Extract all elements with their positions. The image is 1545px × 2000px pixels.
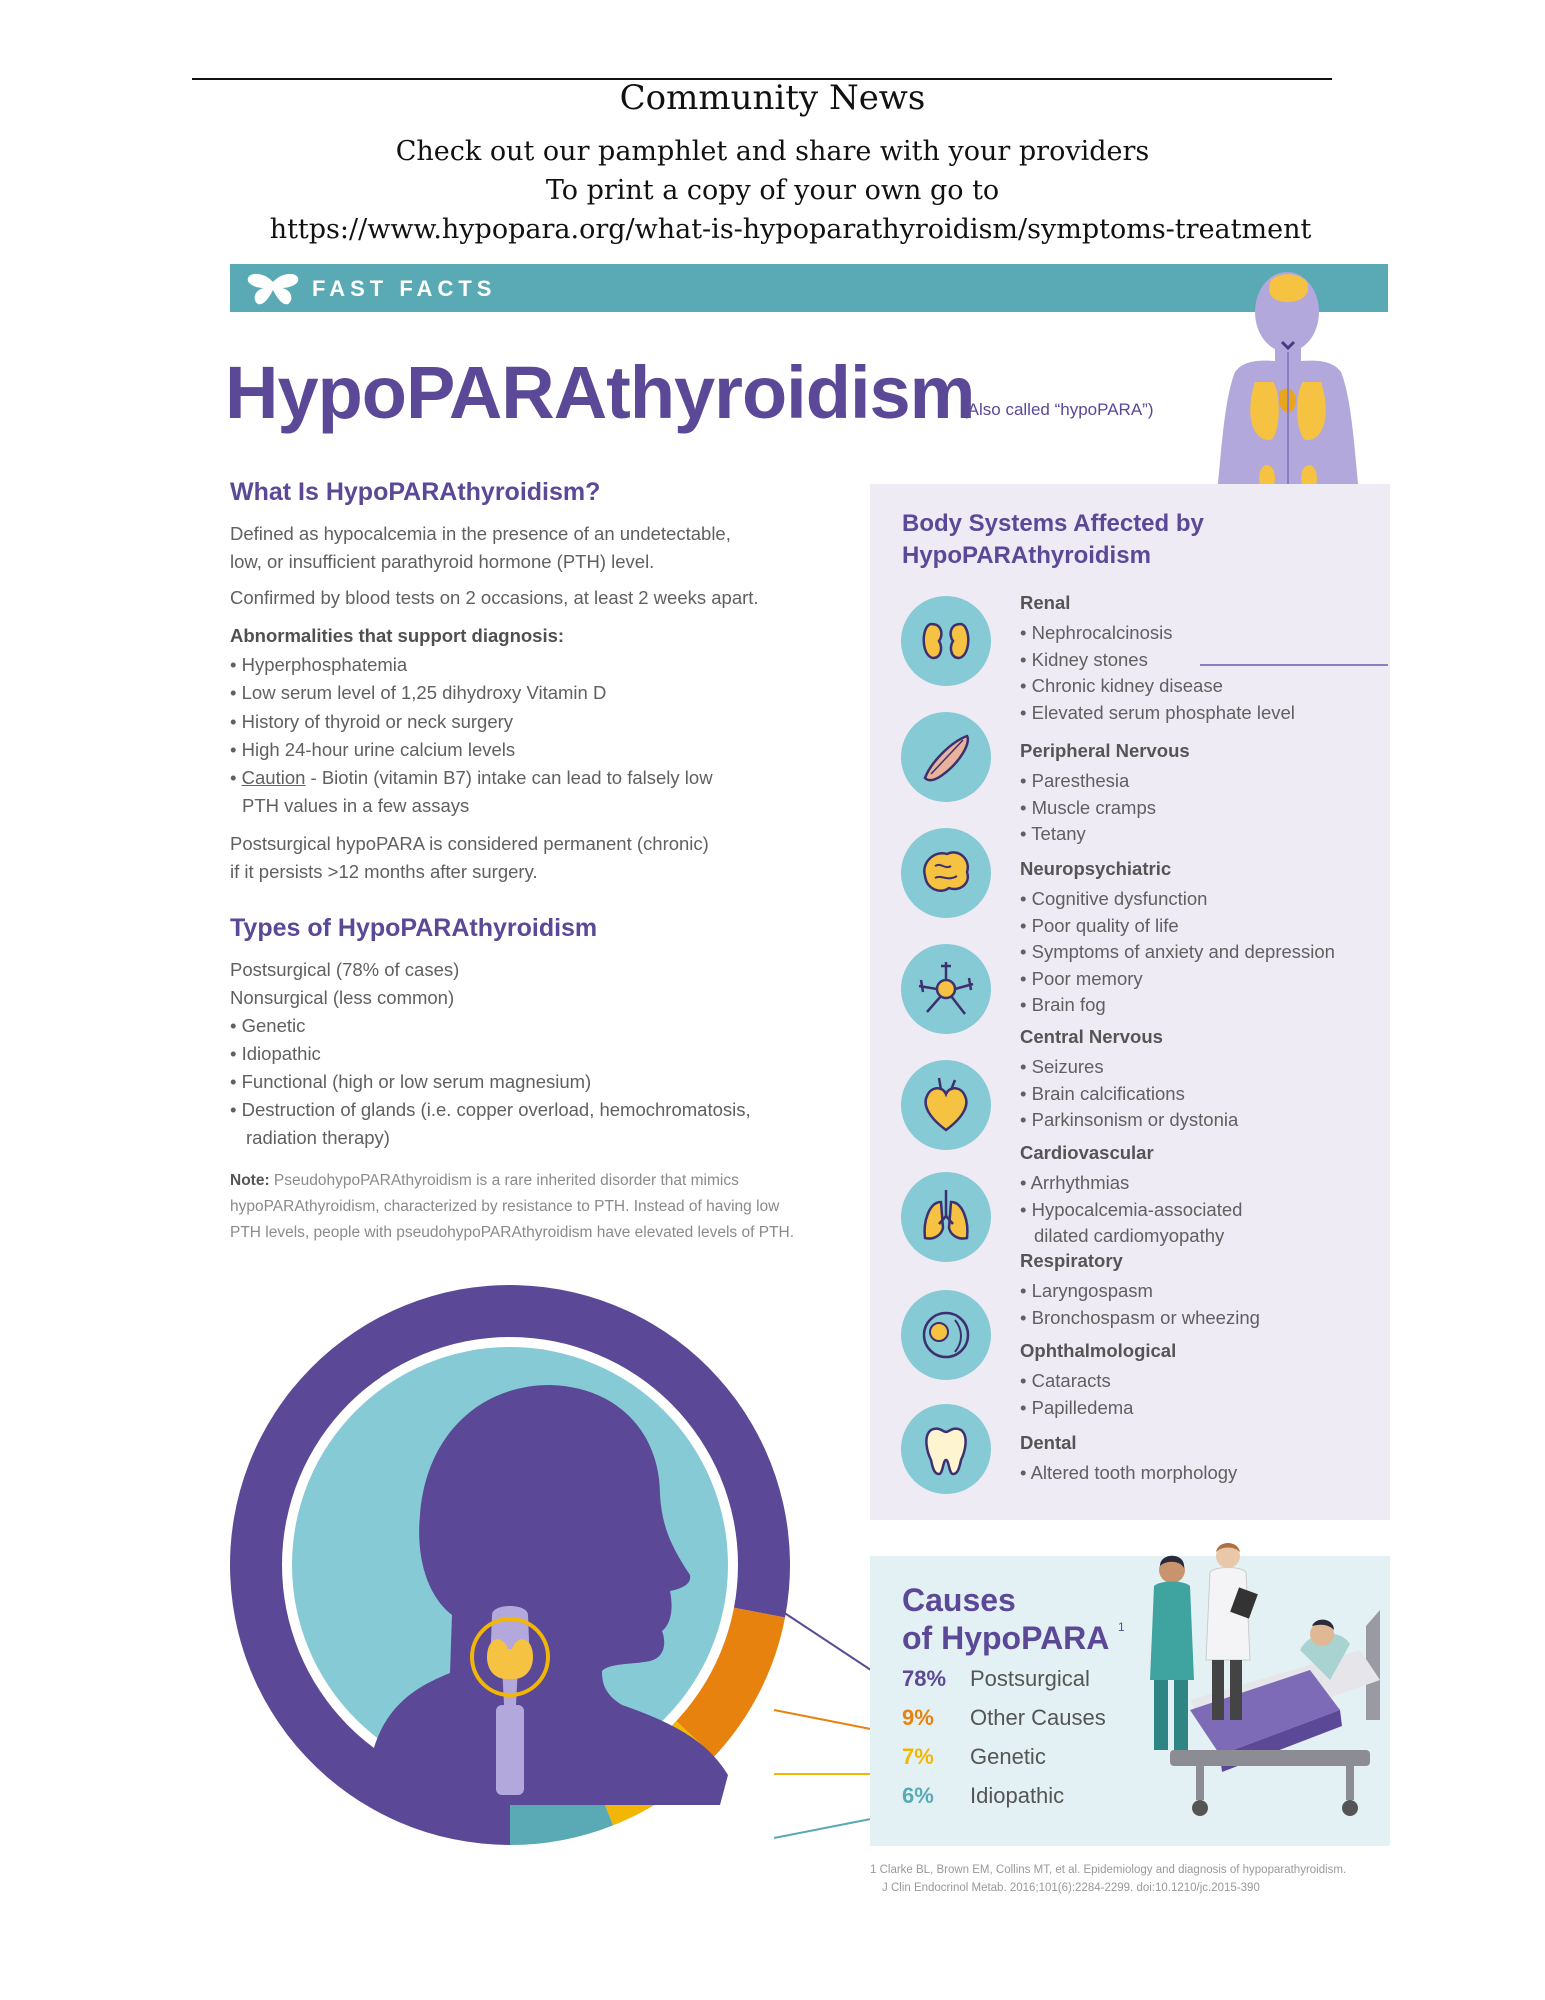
cause-percent: 7%: [902, 1744, 934, 1769]
note-line-1: PseudohypoPARAthyroidism is a rare inherited disorder that mimics: [269, 1172, 739, 1189]
newsletter-title: Community News: [619, 78, 926, 118]
cause-label: Postsurgical: [970, 1666, 1090, 1691]
page-title: HypoPARAthyroidism: [225, 351, 975, 434]
footnote-line-2: J Clin Endocrinol Metab. 2016;101(6):2284-2299. doi:10.1210/jc.2015-390: [882, 1882, 1260, 1894]
note-line-3: PTH levels, people with pseudohypoPARAthyroidism have elevated levels of PTH.: [230, 1224, 795, 1241]
caution-label: Caution: [241, 767, 306, 788]
system-item: • Parkinsonism or dystonia: [1020, 1109, 1239, 1130]
caution-continued: PTH values in a few assays: [242, 795, 470, 816]
system-heading: Renal: [1020, 592, 1071, 613]
abnormalities-heading: Abnormalities that support diagnosis:: [230, 625, 565, 646]
eye-icon: [901, 1290, 991, 1380]
abnormality-item: • Hyperphosphatemia: [230, 654, 408, 675]
system-item: • Paresthesia: [1020, 770, 1130, 791]
system-item: • Symptoms of anxiety and depression: [1020, 941, 1335, 962]
hospital-bed-illustration: [1130, 1530, 1398, 1830]
brain-icon: [901, 828, 991, 918]
footnote-line-1: 1 Clarke BL, Brown EM, Collins MT, et al. Epidemiology and diagnosis of hypoparathyroidism.: [870, 1864, 1347, 1876]
types-line-1: Postsurgical (78% of cases): [230, 959, 460, 980]
system-item: • Nephrocalcinosis: [1020, 622, 1173, 643]
tooth-icon: [901, 1404, 991, 1494]
abnormality-item: • High 24-hour urine calcium levels: [230, 739, 516, 760]
system-heading: Peripheral Nervous: [1020, 740, 1190, 761]
postsurgical-line-1: Postsurgical hypoPARA is considered permanent (chronic): [230, 833, 709, 854]
cause-label: Idiopathic: [970, 1783, 1065, 1808]
type-item: • Genetic: [230, 1015, 306, 1036]
system-item: • Poor quality of life: [1020, 914, 1179, 936]
note-text: [230, 1168, 850, 1194]
note-label: Note:: [230, 1172, 270, 1189]
cause-percent: 78%: [902, 1666, 947, 1691]
body-systems-heading: [902, 508, 1242, 572]
neuron-icon: [901, 944, 991, 1034]
types-line-2: Nonsurgical (less common): [230, 987, 455, 1008]
muscle-icon: [901, 712, 991, 802]
system-item: • Tetany: [1020, 823, 1086, 844]
system-heading: Central Nervous: [1020, 1026, 1163, 1047]
system-item: • Hypocalcemia-associated: [1020, 1198, 1243, 1220]
confirmation-text: Confirmed by blood tests on 2 occasions, at least 2 weeks apart.: [230, 587, 759, 608]
butterfly-icon: [246, 272, 300, 306]
pamphlet-url[interactable]: https://www.hypopara.org/what-is-hypoparathyroidism/symptoms-treatment: [269, 214, 1312, 245]
causes-title-line-2: of HypoPARA: [902, 1620, 1110, 1656]
system-heading: Ophthalmological: [1020, 1340, 1177, 1361]
system-heading: Neuropsychiatric: [1020, 858, 1172, 879]
figure-underline: [1200, 664, 1388, 666]
note-line-2: hypoPARAthyroidism, characterized by resistance to PTH. Instead of having low: [230, 1198, 780, 1215]
cause-label: Genetic: [970, 1744, 1046, 1769]
kidney-icon: [901, 596, 991, 686]
system-item: • Bronchospasm or wheezing: [1020, 1306, 1260, 1328]
header-line-2: To print a copy of your own go to: [545, 175, 1000, 206]
title-alias: (Also called “hypoPARA”): [962, 400, 1154, 419]
what-is-heading: What Is HypoPARAthyroidism?: [230, 478, 601, 506]
types-heading: Types of HypoPARAthyroidism: [230, 914, 598, 942]
system-item: • Altered tooth morphology: [1020, 1462, 1238, 1483]
type-item: • Destruction of glands (i.e. copper overload, hemochromatosis,: [230, 1099, 751, 1120]
type-item: • Idiopathic: [230, 1043, 321, 1064]
system-item: • Papilledema: [1020, 1396, 1134, 1418]
type-item: • Functional (high or low serum magnesium): [230, 1071, 592, 1092]
lungs-icon: [901, 1172, 991, 1262]
system-item: • Chronic kidney disease: [1020, 675, 1223, 696]
cause-percent: 6%: [902, 1783, 934, 1808]
abnormality-item: • History of thyroid or neck surgery: [230, 711, 514, 732]
abnormality-item: • Low serum level of 1,25 dihydroxy Vitamin D: [230, 682, 607, 703]
caution-bullet: •: [230, 767, 242, 788]
fast-facts-label: FAST FACTS: [312, 276, 497, 301]
definition-line-2: low, or insufficient parathyroid hormone (PTH) level.: [230, 551, 655, 572]
system-item: • Poor memory: [1020, 967, 1143, 989]
causes-donut-chart: [230, 1285, 790, 1845]
system-item: • Seizures: [1020, 1056, 1104, 1077]
body-systems-heading-line-2: HypoPARAthyroidism: [902, 542, 1151, 569]
causes-title-line-1: Causes: [902, 1582, 1016, 1618]
cause-label: Other Causes: [970, 1705, 1106, 1730]
system-item: dilated cardiomyopathy: [1034, 1225, 1225, 1246]
caution-text: - Biotin (vitamin B7) intake can lead to falsely low: [305, 767, 713, 788]
caution-item: [230, 764, 713, 792]
system-item: • Elevated serum phosphate level: [1020, 701, 1295, 723]
system-item: • Kidney stones: [1020, 648, 1148, 670]
system-item: • Brain fog: [1020, 994, 1106, 1015]
heart-icon: [901, 1060, 991, 1150]
system-item: • Brain calcifications: [1020, 1082, 1185, 1104]
system-item: • Arrhythmias: [1020, 1172, 1130, 1193]
type-item-continued: radiation therapy): [246, 1127, 390, 1148]
system-item: • Laryngospasm: [1020, 1280, 1153, 1301]
system-heading: Respiratory: [1020, 1250, 1123, 1271]
causes-footnote-marker: 1: [1118, 1620, 1125, 1634]
system-heading: Dental: [1020, 1432, 1077, 1453]
body-systems-heading-line-1: Body Systems Affected by: [902, 510, 1204, 537]
definition-line-1: Defined as hypocalcemia in the presence of an undetectable,: [230, 523, 731, 544]
system-heading: Cardiovascular: [1020, 1142, 1154, 1163]
postsurgical-line-2: if it persists >12 months after surgery.: [230, 861, 538, 882]
header-line-1: Check out our pamphlet and share with your providers: [395, 136, 1150, 167]
system-item: • Muscle cramps: [1020, 796, 1157, 818]
system-item: • Cognitive dysfunction: [1020, 888, 1208, 909]
cause-percent: 9%: [902, 1705, 934, 1730]
system-item: • Cataracts: [1020, 1370, 1111, 1391]
